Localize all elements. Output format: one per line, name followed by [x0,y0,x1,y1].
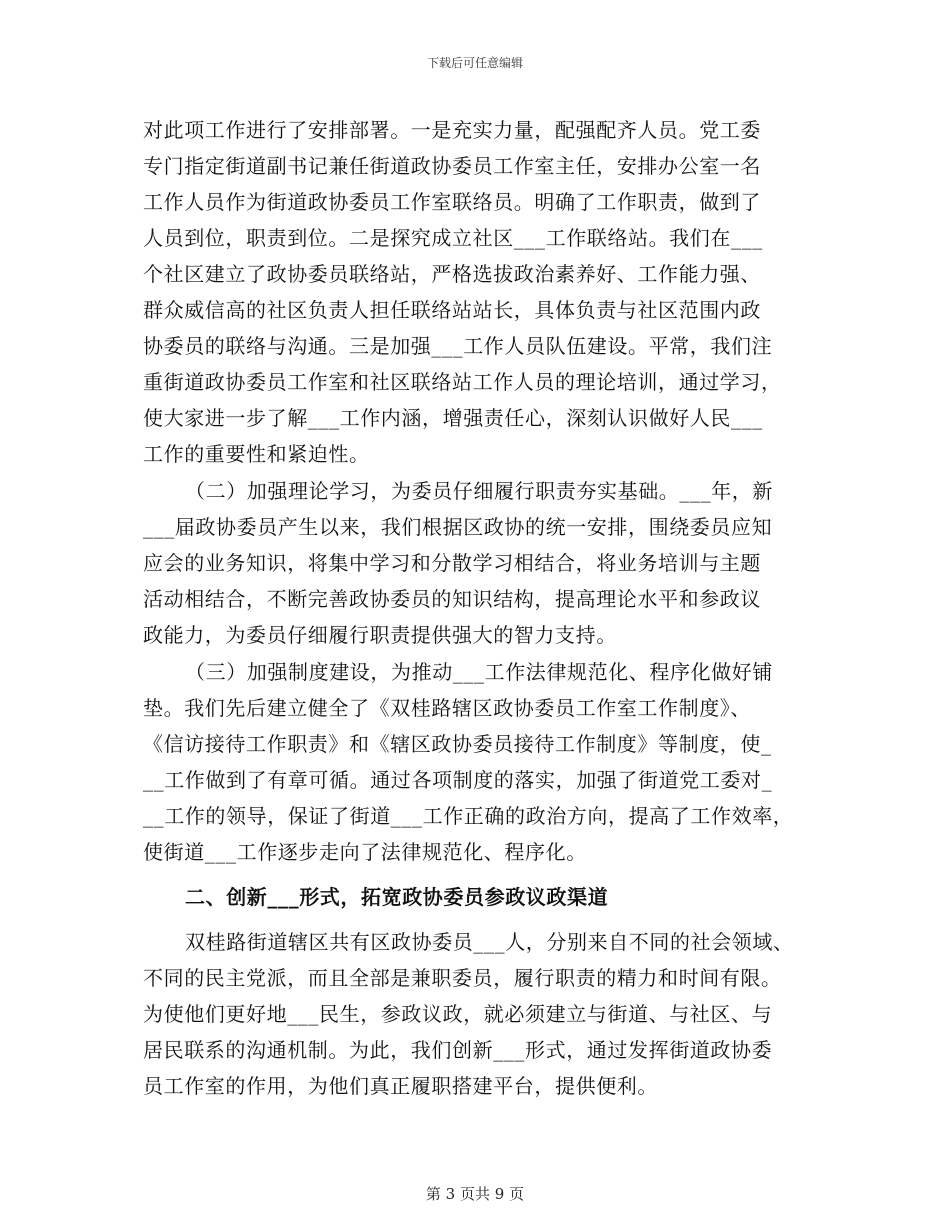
paragraph-line: 协委员的联络与沟通。三是加强___工作人员队伍建设。平常，我们注 [143,334,773,358]
paragraph-line: __工作的领导，保证了街道___工作正确的政治方向，提高了工作效率， [143,804,794,828]
paragraph-line: __工作做到了有章可循。通过各项制度的落实，加强了街道党工委对_ [143,768,773,792]
paragraph-line: 双桂路街道辖区共有区政协委员___人，分别来自不同的社会领域、 [185,930,794,954]
paragraph-line: 使大家进一步了解___工作内涵，增强责任心，深刻认识做好人民___ [143,406,763,430]
paragraph-line: 个社区建立了政协委员联络站，严格选拔政治素养好、工作能力强、 [143,262,761,286]
paragraph-line: 《信访接待工作职责》和《辖区政协委员接待工作制度》等制度，使_ [143,732,772,756]
paragraph-line: 工作的重要性和紧迫性。 [143,442,370,466]
paragraph-line: 群众威信高的社区负责人担任联络站站长，具体负责与社区范围内政 [143,298,761,322]
paragraph-line: 人员到位，职责到位。二是探究成立社区___工作联络站。我们在___ [143,226,763,250]
paragraph-line: 重街道政协委员工作室和社区联络站工作人员的理论培训，通过学习， [143,370,782,394]
paragraph-line: 为使他们更好地___民生，参政议政，就必须建立与街道、与社区、与 [143,1002,773,1026]
paragraph-line: （三）加强制度建设，为推动___工作法律规范化、程序化做好铺 [185,660,773,684]
paragraph-line: 使街道___工作逐步走向了法律规范化、程序化。 [143,840,587,864]
paragraph-line: 工作人员作为街道政协委员工作室联络员。明确了工作职责，做到了 [143,190,761,214]
paragraph-line: 活动相结合，不断完善政协委员的知识结构，提高理论水平和参政议 [143,587,761,611]
paragraph-line: 应会的业务知识，将集中学习和分散学习相结合，将业务培训与主题 [143,551,761,575]
paragraph-line: ___届政协委员产生以来，我们根据区政协的统一安排，围绕委员应知 [143,515,773,539]
page-header: 下载后可任意编辑 [426,56,523,70]
paragraph-line: 居民联系的沟通机制。为此，我们创新___形式，通过发挥街道政协委 [143,1038,773,1062]
paragraph-line: 员工作室的作用，为他们真正履职搭建平台，提供便利。 [143,1074,658,1098]
paragraph-line: 不同的民主党派，而且全部是兼职委员，履行职责的精力和时间有限。 [143,966,782,990]
paragraph-line: 专门指定街道副书记兼任街道政协委员工作室主任，安排办公室一名 [143,154,761,178]
paragraph-line: 对此项工作进行了安排部署。一是充实力量，配强配齐人员。党工委 [143,118,761,142]
page-number: 第 3 页共 9 页 [425,1185,525,1203]
paragraph-line: 垫。我们先后建立健全了《双桂路辖区政协委员工作室工作制度》、 [143,696,751,720]
paragraph-line: （二）加强理论学习，为委员仔细履行职责夯实基础。___年，新 [185,479,773,503]
section-heading: 二、创新___形式，拓宽政协委员参政议政渠道 [185,885,609,909]
paragraph-line: 政能力，为委员仔细履行职责提供强大的智力支持。 [143,623,617,647]
